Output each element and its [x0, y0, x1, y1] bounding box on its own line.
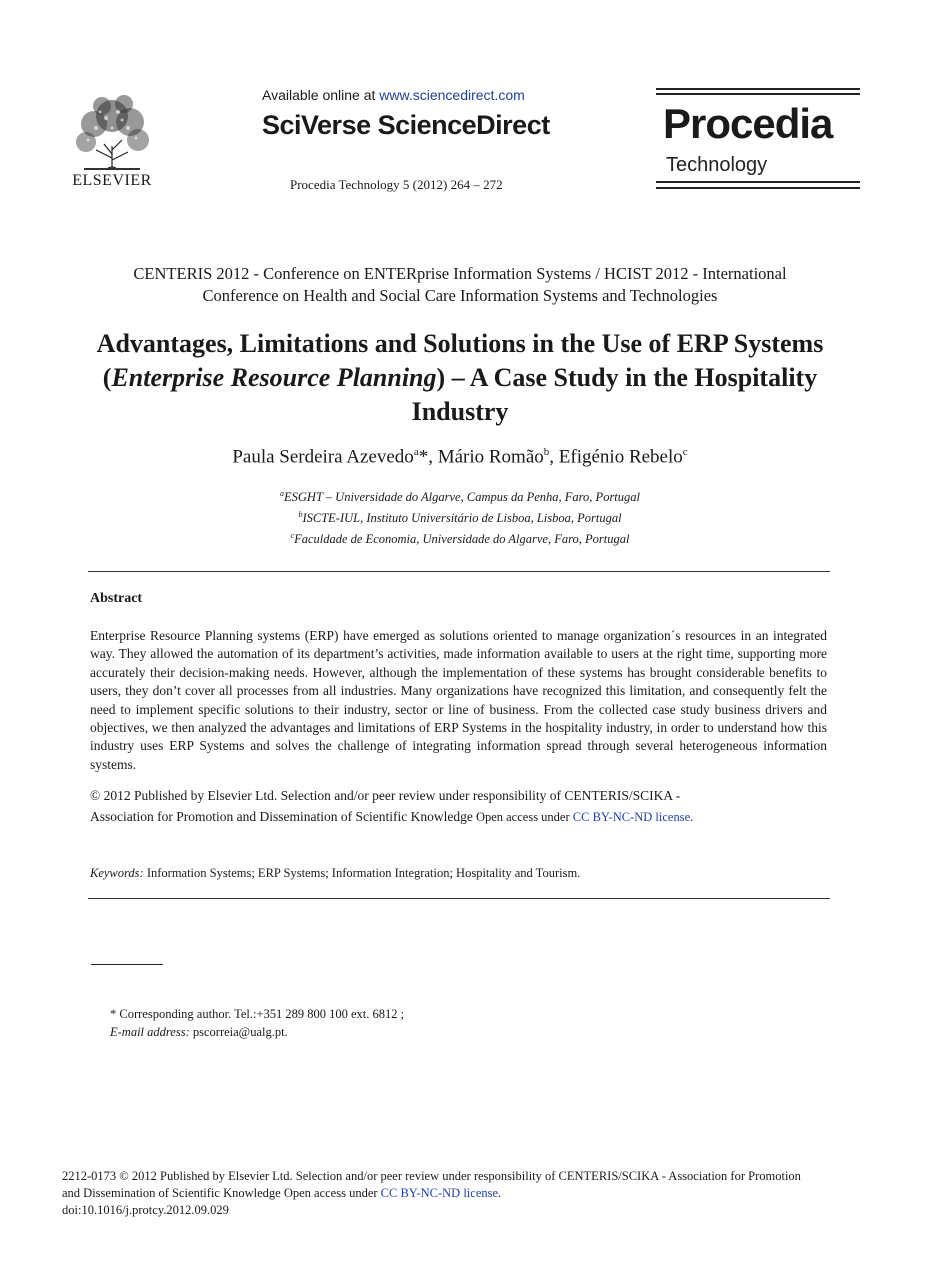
author-separator: ,	[549, 446, 559, 468]
logo-rule	[656, 187, 860, 189]
license-link[interactable]: CC BY-NC-ND license	[572, 810, 691, 824]
author-separator: ,	[428, 446, 438, 468]
procedia-technology-logo	[656, 88, 860, 189]
doi[interactable]: doi:10.1016/j.protcy.2012.09.029	[62, 1203, 229, 1217]
title-part-1: Advantages, Limitations and Solutions in the Use of ERP Systems (	[96, 329, 824, 392]
copyright-line-1: © 2012 Published by Elsevier Ltd. Selection and/or peer review under responsibility of CENTERIS/SCIKA -	[90, 788, 681, 803]
footer-text: and Dissemination of Scientific Knowledge	[62, 1186, 281, 1200]
email-line	[110, 1023, 710, 1041]
corresponding-author: * Corresponding author. Tel.:+351 289 800 100 ext. 6812 ;	[110, 1007, 405, 1021]
conference-line-1: CENTERIS 2012 - Conference on ENTERprise Information Systems / HCIST 2012 - International	[133, 264, 787, 283]
author-2-affil: b	[543, 446, 550, 458]
copyright-line-2	[90, 806, 827, 828]
abstract-heading: Abstract	[90, 591, 143, 606]
logo-rule	[656, 88, 860, 90]
abstract-body: Enterprise Resource Planning systems (ERP) have emerged as solutions oriented to manage organization´s resources in an integrated way. They allowed the automation of its department’s activities, made information available to users at the right time, supporting more accurately their decision-making needs. However, although the implementation of these systems has brought considerable benefits to users, they don’t cover all processes from all industries. Many organizations have recognized this limitation, and consequently felt the need to implement specific solutions to their industry, sector or line of business. From the collected case study business drivers and objectives, we then analyzed the advantages and limitations of ERP Systems in the hospitality industry, in order to understand how this industry uses ERP Systems and solves the challenge of integrating information spread through several heterogeneous information systems.	[90, 628, 827, 772]
author-1: Paula Serdeira Azevedo	[232, 446, 414, 468]
affiliation-b	[160, 506, 760, 527]
sciencedirect-link[interactable]: www.sciencedirect.com	[379, 87, 525, 103]
affiliation-c	[160, 527, 760, 548]
available-online-line	[262, 87, 525, 103]
available-online-label: Available online at	[262, 87, 380, 103]
copyright-text: Association for Promotion and Dissemination of Scientific Knowledge	[90, 809, 473, 824]
conference-name	[60, 263, 860, 307]
open-access-label: Open access under	[280, 1186, 381, 1200]
conference-line-2: Conference on Health and Social Care Information Systems and Technologies	[202, 286, 718, 305]
author-1-affil: a	[413, 446, 419, 458]
license-link[interactable]: CC BY-NC-ND license	[380, 1186, 499, 1200]
footer-line-2	[62, 1185, 862, 1202]
corresponding-mark: *	[418, 446, 429, 468]
section-divider	[88, 898, 830, 899]
author-3: Efigénio Rebelo	[558, 446, 683, 468]
footnote	[110, 1005, 710, 1041]
copyright-period: .	[690, 810, 694, 824]
sciverse-sciencedirect-logo: SciVerse ScienceDirect	[262, 110, 550, 140]
keywords-text: Information Systems; ERP Systems; Information Integration; Hospitality and Tourism.	[143, 866, 581, 880]
affiliation-marker: b	[298, 510, 303, 520]
technology-wordmark: Technology	[666, 154, 768, 176]
affiliation-a	[160, 485, 760, 506]
paper-title	[90, 327, 830, 429]
footer-line-1: 2212-0173 © 2012 Published by Elsevier Ltd. Selection and/or peer review under responsibility of CENTERIS/SCIKA - Association for Promotion	[62, 1169, 801, 1183]
email-address[interactable]: pscorreia@ualg.pt.	[189, 1025, 288, 1039]
author-list	[60, 446, 860, 468]
footnote-rule	[91, 964, 163, 965]
copyright-notice	[90, 785, 827, 828]
affiliation-marker: a	[280, 489, 284, 498]
open-access-label: Open access under	[472, 810, 573, 824]
affiliations	[160, 485, 760, 548]
title-part-2: ) – A Case Study in the Hospitality Industry	[411, 363, 818, 426]
section-divider	[88, 571, 830, 572]
affiliation-marker: c	[290, 531, 295, 541]
journal-reference: Procedia Technology 5 (2012) 264 – 272	[290, 177, 503, 192]
keywords	[90, 866, 827, 881]
logo-rule	[656, 93, 860, 95]
email-label: E-mail address:	[110, 1025, 190, 1039]
page-footer	[62, 1168, 862, 1219]
logo-rule	[656, 181, 860, 183]
author-3-affil: c	[682, 446, 688, 458]
affiliation-text: ESGHT – Universidade do Algarve, Campus da Penha, Faro, Portugal	[284, 490, 640, 505]
affiliation-text: Faculdade de Economia, Universidade do Algarve, Faro, Portugal	[294, 532, 630, 547]
keywords-label: Keywords:	[90, 866, 144, 880]
procedia-wordmark: Procedia	[663, 100, 833, 147]
footer-period: .	[498, 1186, 502, 1200]
author-2: Mário Romão	[437, 446, 544, 468]
title-italic: Enterprise Resource Planning	[111, 363, 437, 392]
affiliation-text: ISCTE-IUL, Instituto Universitário de Lisboa, Lisboa, Portugal	[302, 511, 622, 526]
elsevier-wordmark: ELSEVIER	[72, 172, 152, 189]
